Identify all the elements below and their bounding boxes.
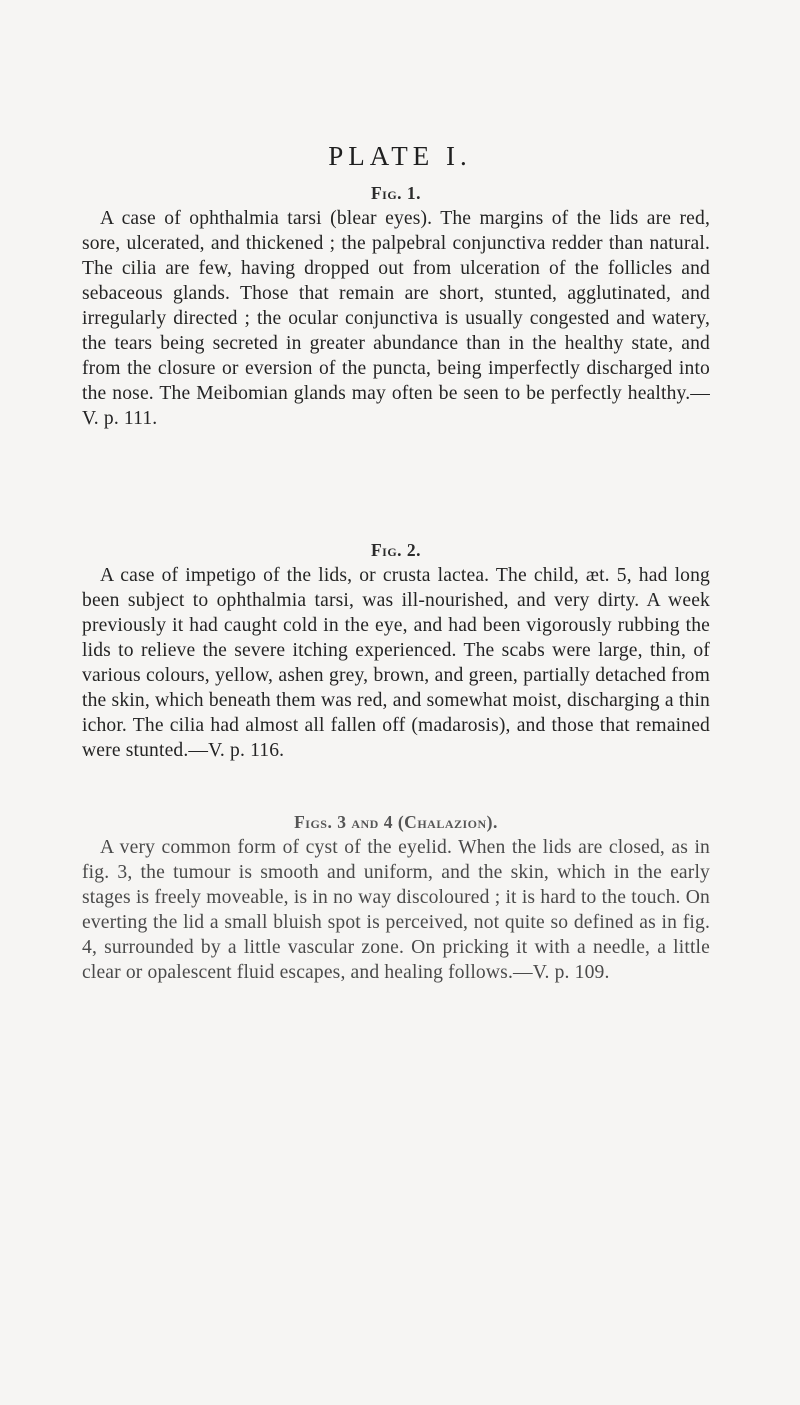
figure-2-heading: Fig. 2. xyxy=(370,540,422,560)
figure-1-section xyxy=(82,183,710,431)
figures-3-4-description: A very common form of cyst of the eyelid. When the lids are closed, as in fig. 3, the tumour is smooth and uniform, and the skin, which in the early stages is freely moveable, is in no way discoloured ; it is hard to the touch. On everting the lid a small bluish spot is perceived, not quite so defined as in fig. 4, surrounded by a little vascular zone. On pricking it with a needle, a little clear or opalescent fluid escapes, and healing follows.—V. p. 109. xyxy=(82,837,710,983)
figure-2-description: A case of impetigo of the lids, or crusta lactea. The child, æt. 5, had long been subject to ophthalmia tarsi, was ill-nourished, and very dirty. A week previously it had caught cold in the eye, and had been vigorously rubbing the lids to relieve the severe itching experienced. The scabs were large, thin, of various colours, yellow, ashen grey, brown, and green, partially detached from the skin, which beneath them was red, and somewhat moist, discharging a thin ichor. The cilia had almost all fallen off (madarosis), and those that remained were stunted.—V. p. 116. xyxy=(82,565,710,761)
figures-3-4-section xyxy=(82,812,710,985)
figures-3-4-heading: Figs. 3 and 4 (Chalazion). xyxy=(294,812,498,832)
figure-2-section xyxy=(82,540,710,763)
figure-1-description: A case of ophthalmia tarsi (blear eyes). The margins of the lids are red, sore, ulcerated, and thickened ; the palpebral conjunctiva redder than natural. The cilia are few, having dropped out from ulceration of the follicles and sebaceous glands. Those that remain are short, stunted, agglutinated, and irregularly directed ; the ocular conjunctiva is usually congested and watery, the tears being secreted in greater abundance than in the healthy state, and from the closure or eversion of the puncta, being imperfectly discharged into the nose. The Meibomian glands may often be seen to be perfectly healthy.—V. p. 111. xyxy=(82,208,710,429)
figure-1-heading: Fig. 1. xyxy=(370,183,422,203)
plate-title: PLATE I. xyxy=(328,141,472,171)
